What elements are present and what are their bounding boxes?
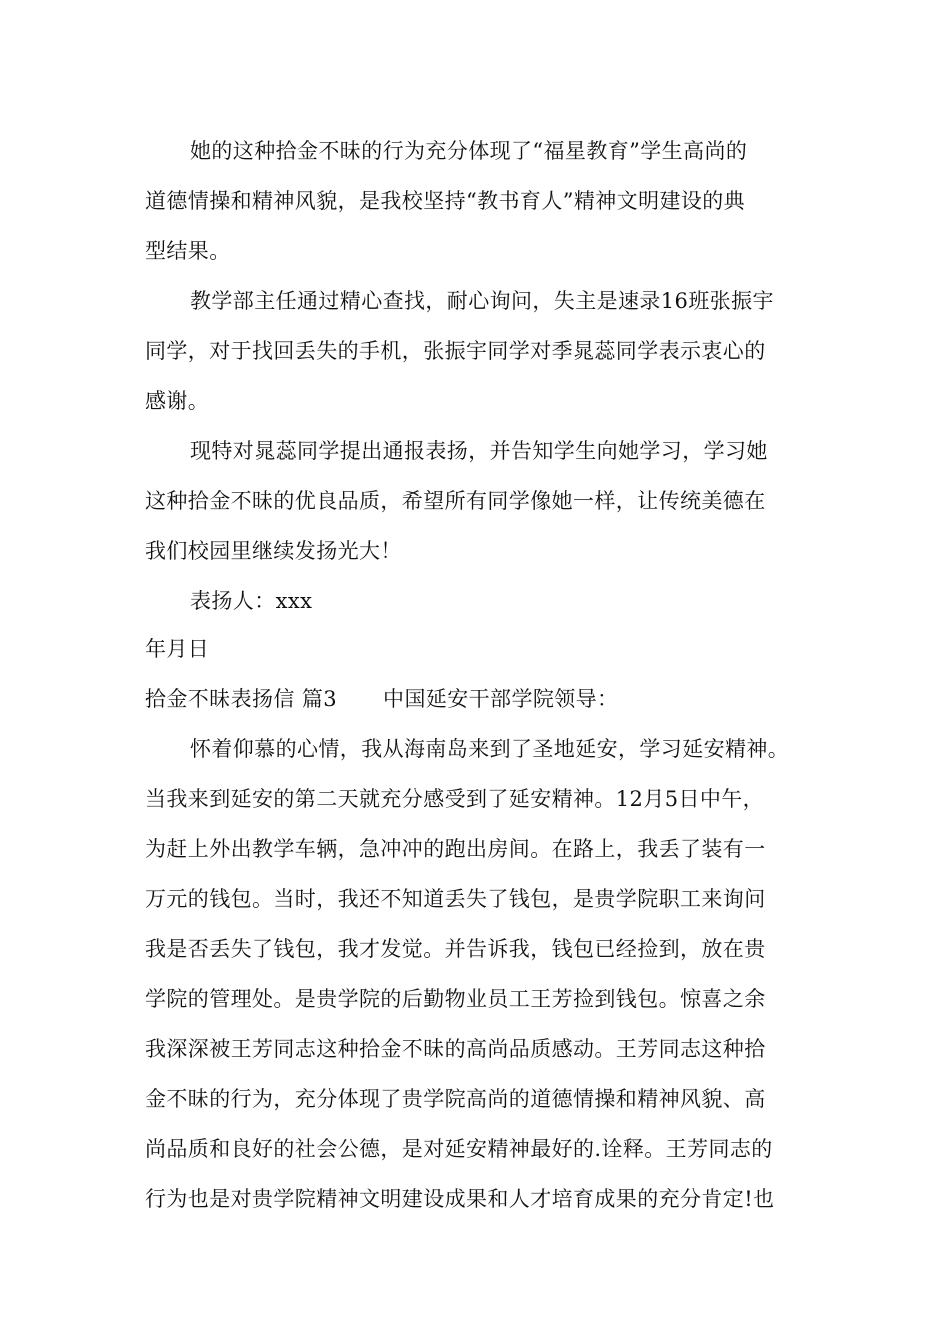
section-title: 拾金不昧表扬信 篇3	[145, 687, 338, 711]
paragraph-line: 学院的管理处。是贵学院的后勤物业员工王芳捡到钱包。惊喜之余	[145, 987, 766, 1011]
date-line: 年月日	[145, 637, 210, 661]
paragraph-line: 型结果。	[145, 239, 231, 263]
paragraph-line: 尚品质和良好的社会公德，是对延安精神最好的.诠释。王芳同志的	[145, 1137, 773, 1161]
paragraph-line: 我们校园里继续发扬光大！	[145, 539, 402, 563]
paragraph-line: 同学，对于找回丢失的手机，张振宇同学对季晁蕊同学表示衷心的	[145, 339, 766, 363]
paragraph-line: 教学部主任通过精心查找，耐心询问，失主是速录16班张振宇	[190, 289, 774, 313]
paragraph-line: 为赶上外出教学车辆，急冲冲的跑出房间。在路上，我丢了装有一	[145, 837, 766, 861]
paragraph-line: 感谢。	[145, 389, 210, 413]
paragraph-line: 我深深被王芳同志这种拾金不昧的高尚品质感动。王芳同志这种拾	[145, 1037, 766, 1061]
paragraph-line: 她的这种拾金不昧的行为充分体现了“福星教育”学生高尚的	[190, 139, 748, 163]
paragraph-line: 道德情操和精神风貌，是我校坚持“教书育人”精神文明建设的典	[145, 189, 746, 213]
paragraph-line: 行为也是对贵学院精神文明建设成果和人才培育成果的充分肯定!也	[145, 1187, 775, 1211]
paragraph-line: 怀着仰慕的心情，我从海南岛来到了圣地延安，学习延安精神。	[190, 737, 790, 761]
paragraph-line: 万元的钱包。当时，我还不知道丢失了钱包，是贵学院职工来询问	[145, 887, 766, 911]
paragraph-line: 金不昧的行为，充分体现了贵学院高尚的道德情操和精神风貌、高	[145, 1087, 766, 1111]
section-title-line	[145, 685, 618, 713]
paragraph-line: 现特对晁蕊同学提出通报表扬，并告知学生向她学习，学习她	[190, 439, 768, 463]
salutation: 中国延安干部学院领导：	[383, 687, 619, 711]
paragraph-line: 当我来到延安的第二天就充分感受到了延安精神。12月5日中午，	[145, 787, 765, 811]
paragraph-line: 这种拾金不昧的优良品质，希望所有同学像她一样，让传统美德在	[145, 489, 766, 513]
signature-line: 表扬人：xxx	[190, 589, 313, 613]
paragraph-line: 我是否丢失了钱包，我才发觉。并告诉我，钱包已经捡到，放在贵	[145, 937, 766, 961]
